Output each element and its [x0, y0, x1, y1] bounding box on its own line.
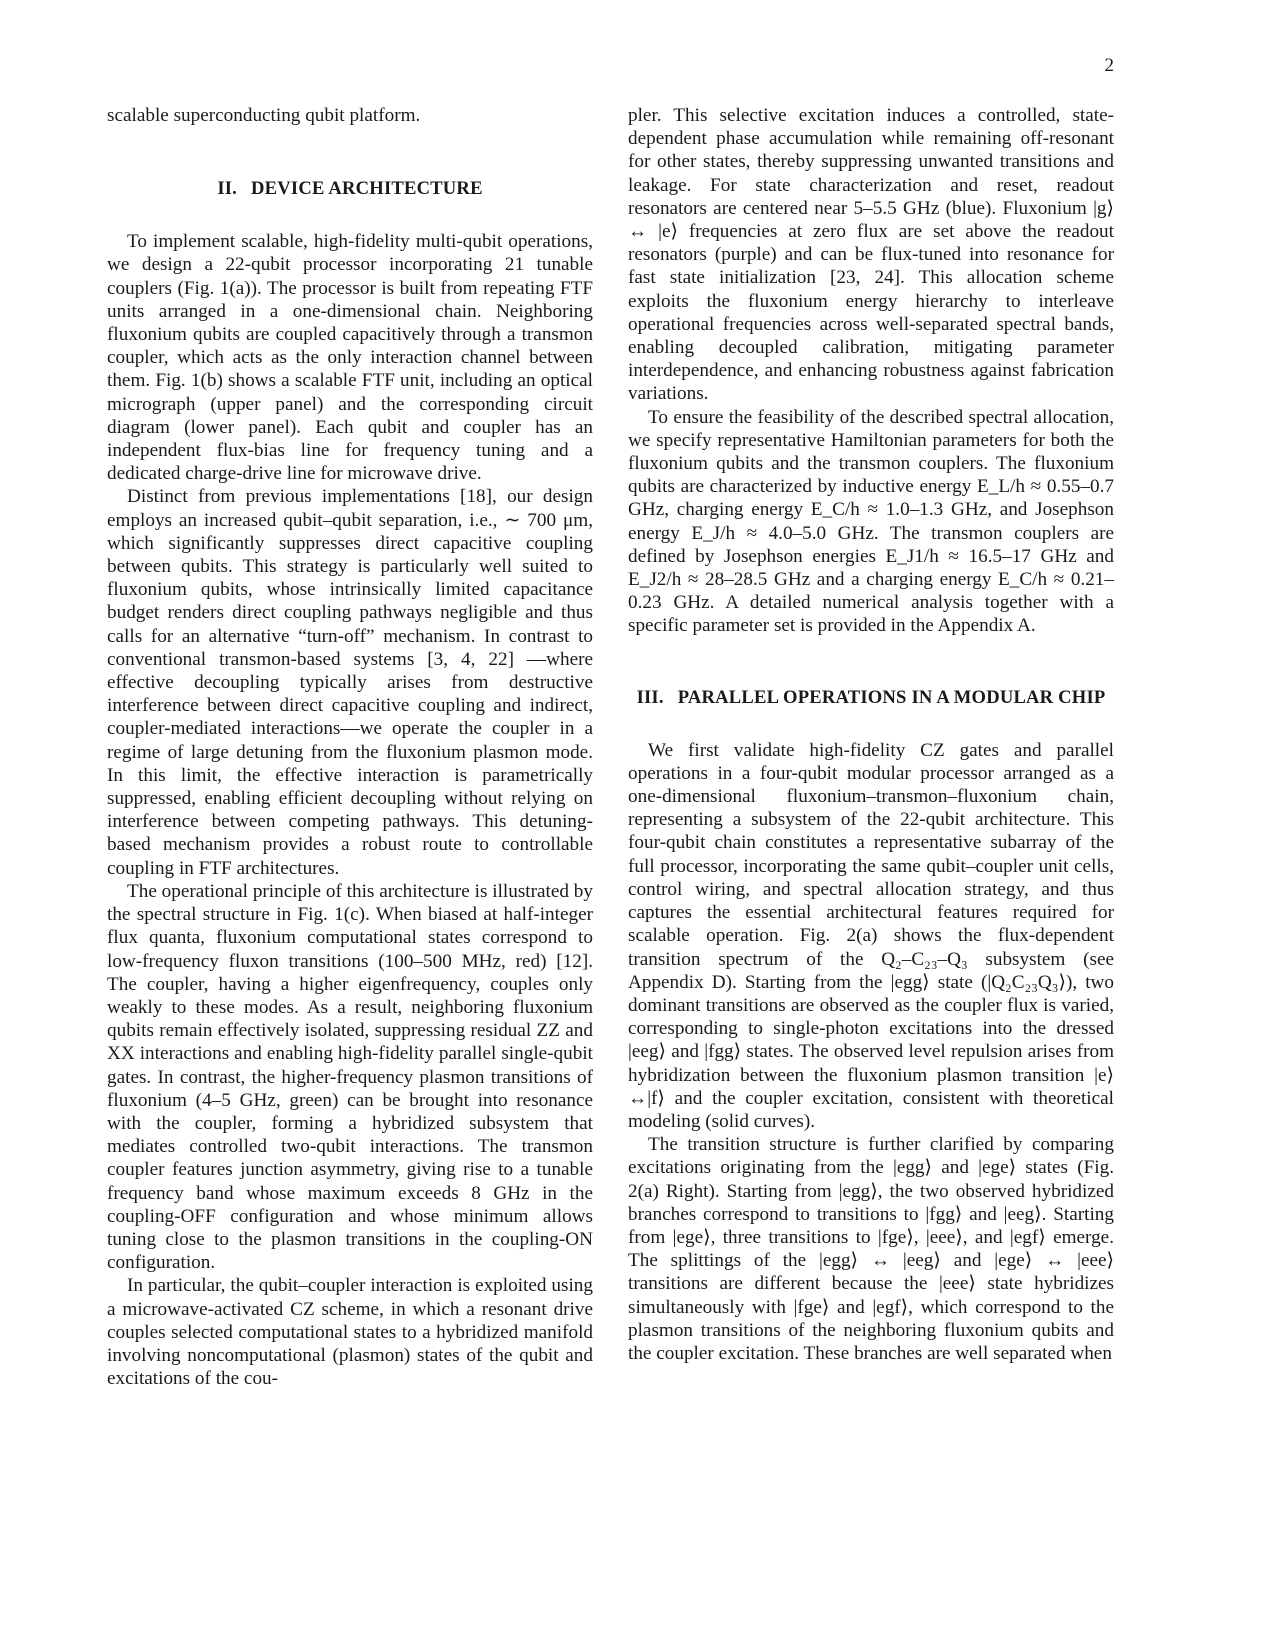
left-column [107, 104, 593, 1390]
paragraph: In particular, the qubit–coupler interaction is exploited using a microwave-activated CZ scheme, in which a resonant drive couples selected computational states to a hybridized manifold involving noncomputational (plasmon) states of the qubit and excitations of the cou- [107, 1275, 593, 1390]
paragraph: To ensure the feasibility of the described spectral allocation, we specify representative Hamiltonian parameters for both the fluxonium qubits and the transmon couplers. The fluxonium qubits are characterized by inductive energy E_L/h ≈ 0.55–0.7 GHz, charging energy E_C/h ≈ 1.0–1.3 GHz, and Josephson energy E_J/h ≈ 4.0–5.0 GHz. The transmon couplers are defined by Josephson energies E_J1/h ≈ 16.5–17 GHz and E_J2/h ≈ 28–28.5 GHz and a charging energy E_C/h ≈ 0.21–0.23 GHz. A detailed numerical analysis together with a specific parameter set is provided in the Appendix A. [628, 406, 1114, 637]
page-number: 2 [1104, 55, 1114, 76]
paragraph: To implement scalable, high-fidelity multi-qubit operations, we design a 22-qubit processor incorporating 21 tunable couplers (Fig. 1(a)). The processor is built from repeating FTF units arranged in a one-dimensional chain. Neighboring fluxonium qubits are coupled capacitively through a transmon coupler, which acts as the only interaction channel between them. Fig. 1(b) shows a scalable FTF unit, including an optical micrograph (upper panel) and the corresponding circuit diagram (lower panel). Each qubit and coupler has an independent flux-bias line for frequency tuning and a dedicated charge-drive line for microwave drive. [107, 231, 593, 485]
section-title: PARALLEL OPERATIONS IN A MODULAR CHIP [677, 686, 1106, 708]
section-title: DEVICE ARCHITECTURE [251, 178, 483, 200]
paragraph: The transition structure is further clarified by comparing excitations originating from the |egg⟩ and |ege⟩ states (Fig. 2(a) Right). Starting from |egg⟩, the two observed hybridized branches correspond to transitions to |fgg⟩ and |eeg⟩. Starting from |ege⟩, three transitions to |fge⟩, |eee⟩, and |egf⟩ emerge. The splittings of the |egg⟩ ↔ |eeg⟩ and |ege⟩ ↔ |eee⟩ transitions are different because the |eee⟩ state hybridizes simultaneously with |fge⟩ and |egf⟩, which correspond to the plasmon transitions of the neighboring fluxonium qubits and the coupler excitation. These branches are well separated when [628, 1134, 1114, 1364]
section-number: III. [636, 686, 664, 708]
paragraph: pler. This selective excitation induces a controlled, state-dependent phase accumulation while remaining off-resonant for other states, thereby suppressing unwanted transitions and leakage. For state characterization and reset, readout resonators are centered near 5–5.5 GHz (blue). Fluxonium |g⟩ ↔ |e⟩ frequencies at zero flux are set above the readout resonators (purple) and can be flux-tuned into resonance for fast state initialization [23, 24]. This allocation scheme exploits the fluxonium energy hierarchy to interleave operational frequencies across well-separated spectral bands, enabling decoupled calibration, mitigating parameter interdependence, and enhancing robustness against fabrication variations. [628, 105, 1114, 405]
section-heading-device-architecture [107, 177, 593, 200]
paragraph: Distinct from previous implementations [18], our design employs an increased qubit–qubit separation, i.e., ∼ 700 μm, which significantly suppresses direct capacitive coupling between qubits. This strategy is particularly well suited to fluxonium qubits, whose intrinsically limited capacitance budget renders direct coupling pathways negligible and thus calls for an alternative “turn-off” mechanism. In contrast to conventional transmon-based systems [3, 4, 22] —where effective decoupling typically arises from destructive interference between direct capacitive coupling and indirect, coupler-mediated interactions—we operate the coupler in a regime of large detuning from the fluxonium plasmon mode. In this limit, the effective interaction is parametrically suppressed, enabling efficient decoupling without relying on interference between competing pathways. This detuning-based mechanism provides a robust route to controllable coupling in FTF architectures. [107, 486, 593, 879]
right-column [628, 104, 1114, 1365]
paragraph: The operational principle of this architecture is illustrated by the spectral structure in Fig. 1(c). When biased at half-integer flux quanta, fluxonium computational states correspond to low-frequency fluxon transitions (100–500 MHz, red) [12]. The coupler, having a higher eigenfrequency, couples only weakly to these modes. As a result, neighboring fluxonium qubits remain effectively isolated, suppressing residual ZZ and XX interactions and enabling high-fidelity parallel single-qubit gates. In contrast, the higher-frequency plasmon transitions of fluxonium (4–5 GHz, green) can be brought into resonance with the coupler, forming a hybridized subsystem that mediates controlled two-qubit interactions. The transmon coupler features junction asymmetry, giving rise to a tunable frequency band whose maximum exceeds 8 GHz in the coupling-OFF configuration and whose minimum allows tuning close to the plasmon transitions in the coupling-ON configuration. [107, 880, 593, 1274]
paragraph: We first validate high-fidelity CZ gates and parallel operations in a four-qubit modular processor arranged as a one-dimensional fluxonium–transmon–fluxonium chain, representing a subsystem of the 22-qubit architecture. This four-qubit chain constitutes a representative subarray of the full processor, incorporating the same qubit–coupler unit cells, control wiring, and spectral allocation strategy, and thus captures the essential architectural features required for scalable operation. Fig. 2(a) shows the flux-dependent transition spectrum of the Q₂–C₂₃–Q₃ subsystem (see Appendix D). Starting from the |egg⟩ state (|Q₂C₂₃Q₃⟩), two dominant transitions are observed as the coupler flux is varied, corresponding to single-photon excitations into the dressed |eeg⟩ and |fgg⟩ states. The observed level repulsion arises from hybridization between the fluxonium plasmon transition |e⟩↔|f⟩ and the coupler excitation, consistent with theoretical modeling (solid curves). [628, 739, 1114, 1132]
carryover-text: scalable superconducting qubit platform. [107, 105, 421, 126]
section-number: II. [217, 178, 238, 200]
section-heading-parallel-operations [628, 686, 1114, 709]
